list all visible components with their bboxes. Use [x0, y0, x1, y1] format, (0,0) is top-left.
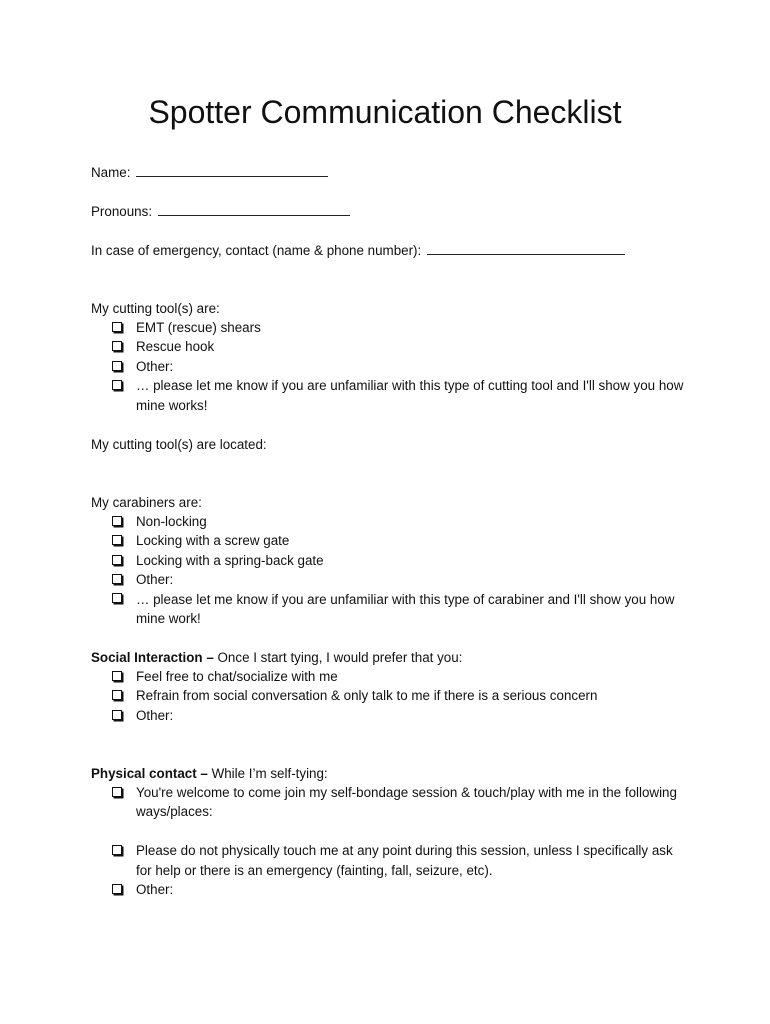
- list-item-label: Other:: [136, 707, 174, 723]
- checkbox-icon[interactable]: [112, 880, 122, 899]
- emergency-contact-blank[interactable]: [427, 243, 625, 255]
- list-item-label: EMT (rescue) shears: [136, 320, 261, 335]
- checkbox-icon[interactable]: [112, 318, 122, 337]
- list-item-label: Other:: [136, 358, 174, 374]
- checkbox-icon[interactable]: [112, 590, 122, 609]
- list-item: [91, 667, 691, 686]
- list-item: [91, 376, 691, 415]
- checkbox-icon[interactable]: [112, 841, 122, 860]
- list-item: [91, 512, 691, 531]
- checkbox-icon[interactable]: [112, 706, 122, 725]
- checkbox-icon[interactable]: [112, 357, 122, 376]
- list-item-label: Feel free to chat/socialize with me: [136, 669, 338, 684]
- list-item: [91, 783, 691, 822]
- checkbox-icon[interactable]: [112, 570, 122, 589]
- list-item-label: Other:: [136, 882, 174, 898]
- physical-contact-heading: [91, 764, 328, 783]
- list-item: [91, 531, 691, 550]
- pronouns-label: Pronouns:: [91, 204, 153, 219]
- list-item: [91, 357, 691, 376]
- checkbox-icon[interactable]: [112, 337, 122, 356]
- list-item: [91, 318, 691, 337]
- list-item: [91, 686, 691, 705]
- list-item-label: You're welcome to come join my self-bondage session & touch/play with me in the following ways/places:: [136, 785, 677, 820]
- name-field: [91, 163, 328, 182]
- list-item: [91, 880, 691, 899]
- name-label: Name:: [91, 165, 131, 180]
- physical-contact-heading-text: While I’m self-tying:: [207, 766, 328, 781]
- social-interaction-heading-text: Once I start tying, I would prefer that you:: [213, 650, 463, 665]
- list-item: [91, 590, 691, 629]
- cutting-tools-location-label: My cutting tool(s) are located:: [91, 437, 267, 452]
- social-interaction-heading-bold: Social Interaction –: [91, 650, 214, 665]
- list-item: [91, 706, 691, 725]
- checkbox-icon[interactable]: [112, 376, 122, 395]
- list-item-label: Rescue hook: [136, 339, 215, 355]
- cutting-tools-heading: My cutting tool(s) are:: [91, 301, 220, 316]
- social-interaction-list: [91, 667, 691, 725]
- checkbox-icon[interactable]: [112, 667, 122, 686]
- pronouns-blank[interactable]: [158, 204, 350, 216]
- page-title: Spotter Communication Checklist: [148, 94, 622, 130]
- list-item: [91, 551, 691, 570]
- list-item-label: Non-locking: [136, 514, 207, 529]
- list-item: [91, 841, 691, 880]
- physical-contact-heading-bold: Physical contact –: [91, 766, 208, 781]
- name-blank[interactable]: [136, 165, 328, 177]
- emergency-contact-label: In case of emergency, contact (name & phone number):: [91, 243, 422, 258]
- carabiners-list: [91, 512, 691, 628]
- pronouns-field: [91, 202, 350, 221]
- checkbox-icon[interactable]: [112, 551, 122, 570]
- list-item: [91, 570, 691, 589]
- list-item: [91, 337, 691, 356]
- social-interaction-heading: [91, 648, 462, 667]
- physical-contact-list: [91, 783, 691, 899]
- list-item-label: Locking with a screw gate: [136, 533, 290, 549]
- list-item-label: … please let me know if you are unfamiliar with this type of cutting tool and I'll show you how mine works!: [136, 378, 684, 413]
- checkbox-icon[interactable]: [112, 686, 122, 705]
- checkbox-icon[interactable]: [112, 531, 122, 550]
- list-item-label: Refrain from social conversation & only talk to me if there is a serious concern: [136, 688, 598, 704]
- checkbox-icon[interactable]: [112, 783, 122, 802]
- list-item-label: Locking with a spring-back gate: [136, 552, 324, 568]
- emergency-contact-field: [91, 241, 625, 260]
- cutting-tools-list: [91, 318, 691, 415]
- list-item-label: Other:: [136, 572, 174, 588]
- list-item-label: … please let me know if you are unfamiliar with this type of carabiner and I'll show you how mine work!: [136, 591, 675, 627]
- list-item-label: Please do not physically touch me at any point during this session, unless I specifically ask for help or there is an emergency (fainting, fall, seizure, etc).: [136, 843, 673, 878]
- checkbox-icon[interactable]: [112, 512, 122, 531]
- carabiners-heading: My carabiners are:: [91, 495, 202, 510]
